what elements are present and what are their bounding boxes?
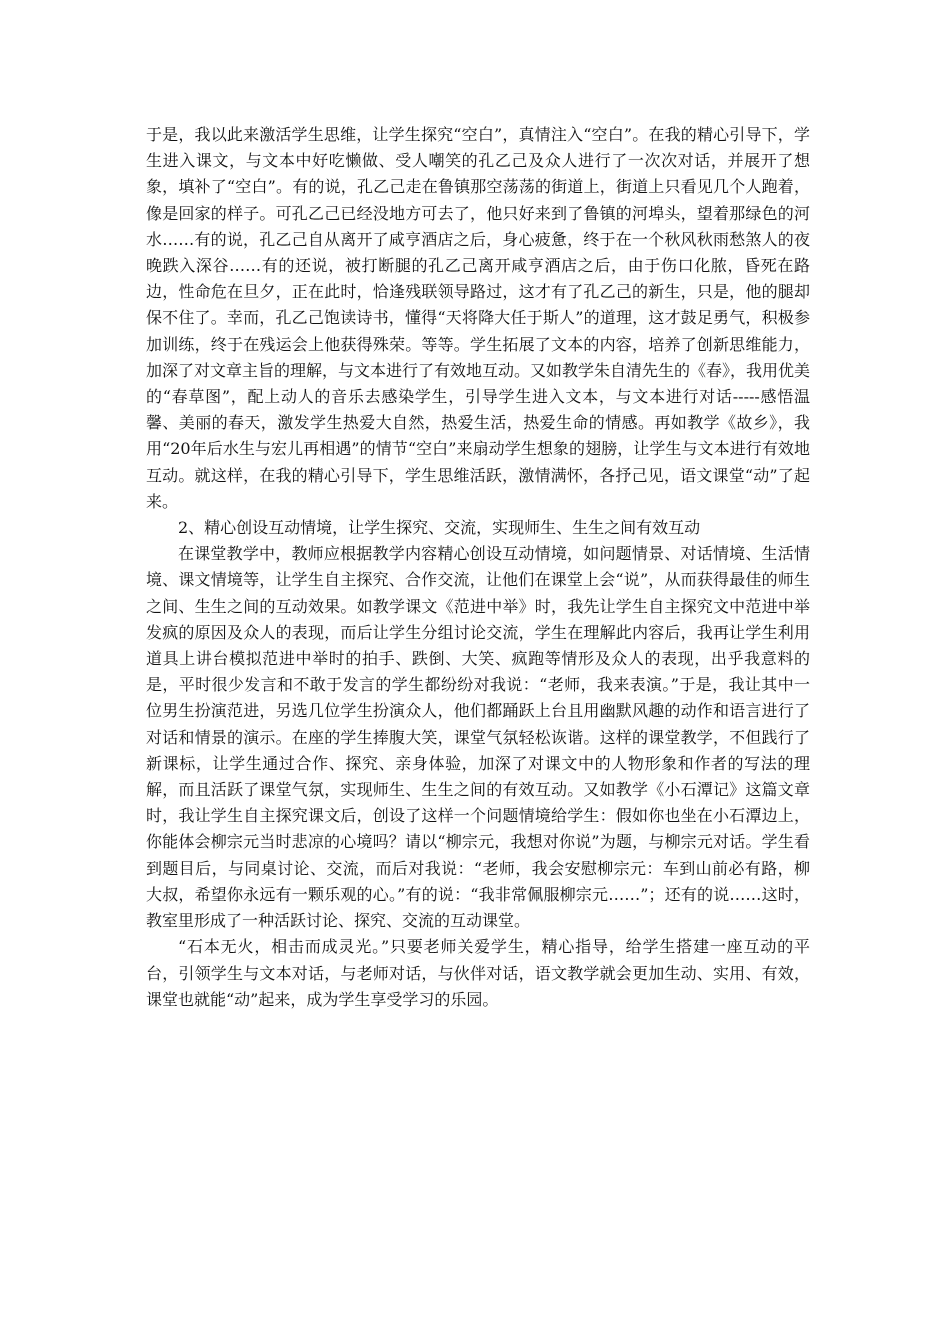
paragraph-body: 在课堂教学中，教师应根据教学内容精心创设互动情境，如问题情景、对话情境、生活情境、课文情境等，让学生自主探究、合作交流，让他们在课堂上会“说”，从而获得最佳的师生之间、生生之间的互动效果。如教学课文《范进中举》时，我先让学生自主探究文中范进中举发疯的原因及众人的表现，而后让学生分组讨论交流，学生在理解此内容后，我再让学生利用道具上讲台模拟范进中举时的拍手、跌倒、大笑、疯跑等情形及众人的表现，出乎我意料的是，平时很少发言和不敢于发言的学生都纷纷对我说：“老师，我来表演。”于是，我让其中一位男生扮演范进，另选几位学生扮演众人，他们都踊跃上台且用幽默风趣的动作和语言进行了对话和情景的演示。在座的学生捧腹大笑，课堂气氛轻松诙谐。这样的课堂教学，不但践行了新课标，让学生通过合作、探究、亲身体验，加深了对课文中的人物形象和作者的写法的理解，而且活跃了课堂气氛，实现师生、生生之间的有效互动。又如教学《小石潭记》这篇文章时，我让学生自主探究课文后，创设了这样一个问题情境给学生：假如你也坐在小石潭边上，你能体会柳宗元当时悲凉的心境吗？请以“柳宗元，我想对你说”为题，与柳宗元对话。学生看到题目后，与同桌讨论、交流，而后对我说：“老师，我会安慰柳宗元：车到山前必有路，柳大叔，希望你永远有一颗乐观的心。”有的说：“我非常佩服柳宗元……”；还有的说……这时，教室里形成了一种活跃讨论、探究、交流的互动课堂。 [146, 544, 810, 931]
paragraph-conclusion: “石本无火，相击而成灵光。”只要老师关爱学生，精心指导，给学生搭建一座互动的平台，引领学生与文本对话，与老师对话，与伙伴对话，语文教学就会更加生动、实用、有效，课堂也就能“动”起来，成为学生享受学习的乐园。 [146, 937, 810, 1009]
document-page [146, 122, 810, 1013]
section-heading: 2、精心创设互动情境，让学生探究、交流，实现师生、生生之间有效互动 [178, 518, 701, 538]
paragraph-continuation: 于是，我以此来激活学生思维，让学生探究“空白”，真情注入“空白”。在我的精心引导下，学生进入课文，与文本中好吃懒做、受人嘲笑的孔乙己及众人进行了一次次对话，并展开了想象，填补了“空白”。有的说，孔乙己走在鲁镇那空荡荡的街道上，街道上只看见几个人跑着，像是回家的样子。可孔乙己已经没地方可去了，他只好来到了鲁镇的河埠头，望着那绿色的河水……有的说，孔乙己自从离开了咸亨酒店之后，身心疲惫，终于在一个秋风秋雨愁煞人的夜晚跌入深谷……有的还说，被打断腿的孔乙己离开咸亨酒店之后，由于伤口化脓，昏死在路边，性命危在旦夕，正在此时，恰逢残联领导路过，这才有了孔乙己的新生，只是，他的腿却保不住了。幸而，孔乙己饱读诗书，懂得“天将降大任于斯人”的道理，这才鼓足勇气，积极参加训练，终于在残运会上他获得殊荣。等等。学生拓展了文本的内容，培养了创新思维能力，加深了对文章主旨的理解，与文本进行了有效地互动。又如教学朱自清先生的《春》，我用优美的“春草图”，配上动人的音乐去感染学生，引导学生进入文本，与文本进行对话-----感悟温馨、美丽的春天，激发学生热爱大自然，热爱生活，热爱生命的情感。再如教学《故乡》，我用“20年后水生与宏儿再相遇”的情节“空白”来扇动学生想象的翅膀，让学生与文本进行有效地互动。就这样，在我的精心引导下，学生思维活跃，激情满怀，各抒己见，语文课堂“动”了起来。 [146, 125, 811, 511]
